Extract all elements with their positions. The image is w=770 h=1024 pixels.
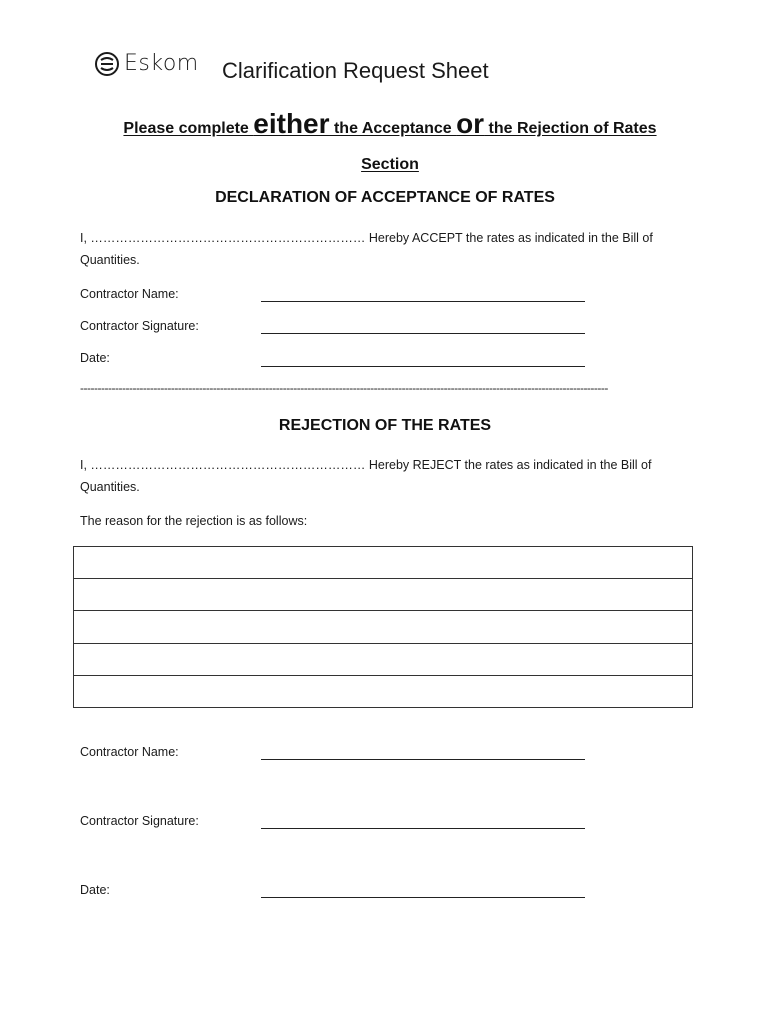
acceptance-contractor-signature-field[interactable] (261, 333, 585, 334)
section-separator: ------------------------------------------------------------------------------------------------------------------------------------------------------- (80, 382, 608, 394)
rejection-contractor-signature-label: Contractor Signature: (80, 814, 199, 828)
rejection-heading: REJECTION OF THE RATES (278, 417, 492, 434)
reason-row[interactable] (74, 579, 692, 611)
reason-row[interactable] (74, 676, 692, 707)
rejection-contractor-name-label: Contractor Name: (80, 745, 179, 759)
acceptance-contractor-name-field[interactable] (261, 301, 585, 302)
acceptance-contractor-signature-label: Contractor Signature: (80, 319, 199, 333)
acceptance-date-field[interactable] (261, 366, 585, 367)
acceptance-date-label: Date: (80, 351, 110, 365)
reason-row[interactable] (74, 547, 692, 579)
instruction-or: or (456, 108, 485, 139)
reason-row[interactable] (74, 611, 692, 643)
instruction-part-2: the Acceptance (329, 120, 457, 137)
acceptance-statement-line-2: Quantities. (80, 253, 140, 267)
instruction-part-3: the Rejection of Rates (484, 120, 657, 137)
rejection-date-label: Date: (80, 883, 110, 897)
instruction-either: either (253, 108, 330, 139)
rejection-contractor-name-field[interactable] (261, 759, 585, 760)
acceptance-statement (80, 227, 700, 271)
eskom-logo (94, 49, 199, 79)
instruction-heading (60, 110, 720, 183)
acceptance-statement-line-1: I, ………………………………………………………… Hereby ACCEPT the rates as indicated in the Bill of (80, 231, 653, 245)
rejection-contractor-signature-field[interactable] (261, 828, 585, 829)
logo-wordmark: Eskom (124, 51, 199, 76)
rejection-statement (80, 454, 700, 498)
acceptance-heading: DECLARATION OF ACCEPTANCE OF RATES (215, 189, 555, 206)
rejection-statement-line-2: Quantities. (80, 480, 140, 494)
rejection-reason-label: The reason for the rejection is as follows: (80, 514, 308, 528)
rejection-date-field[interactable] (261, 897, 585, 898)
rejection-statement-line-1: I, ………………………………………………………… Hereby REJECT the rates as indicated in the Bill of (80, 458, 652, 472)
instruction-line-1 (123, 108, 657, 139)
reason-row[interactable] (74, 644, 692, 676)
instruction-part-1: Please complete (123, 120, 254, 137)
eskom-logo-icon (94, 51, 120, 77)
rejection-reason-table (73, 546, 693, 708)
document-title: Clarification Request Sheet (222, 58, 489, 83)
instruction-line-2: Section (361, 156, 419, 173)
acceptance-contractor-name-label: Contractor Name: (80, 287, 179, 301)
